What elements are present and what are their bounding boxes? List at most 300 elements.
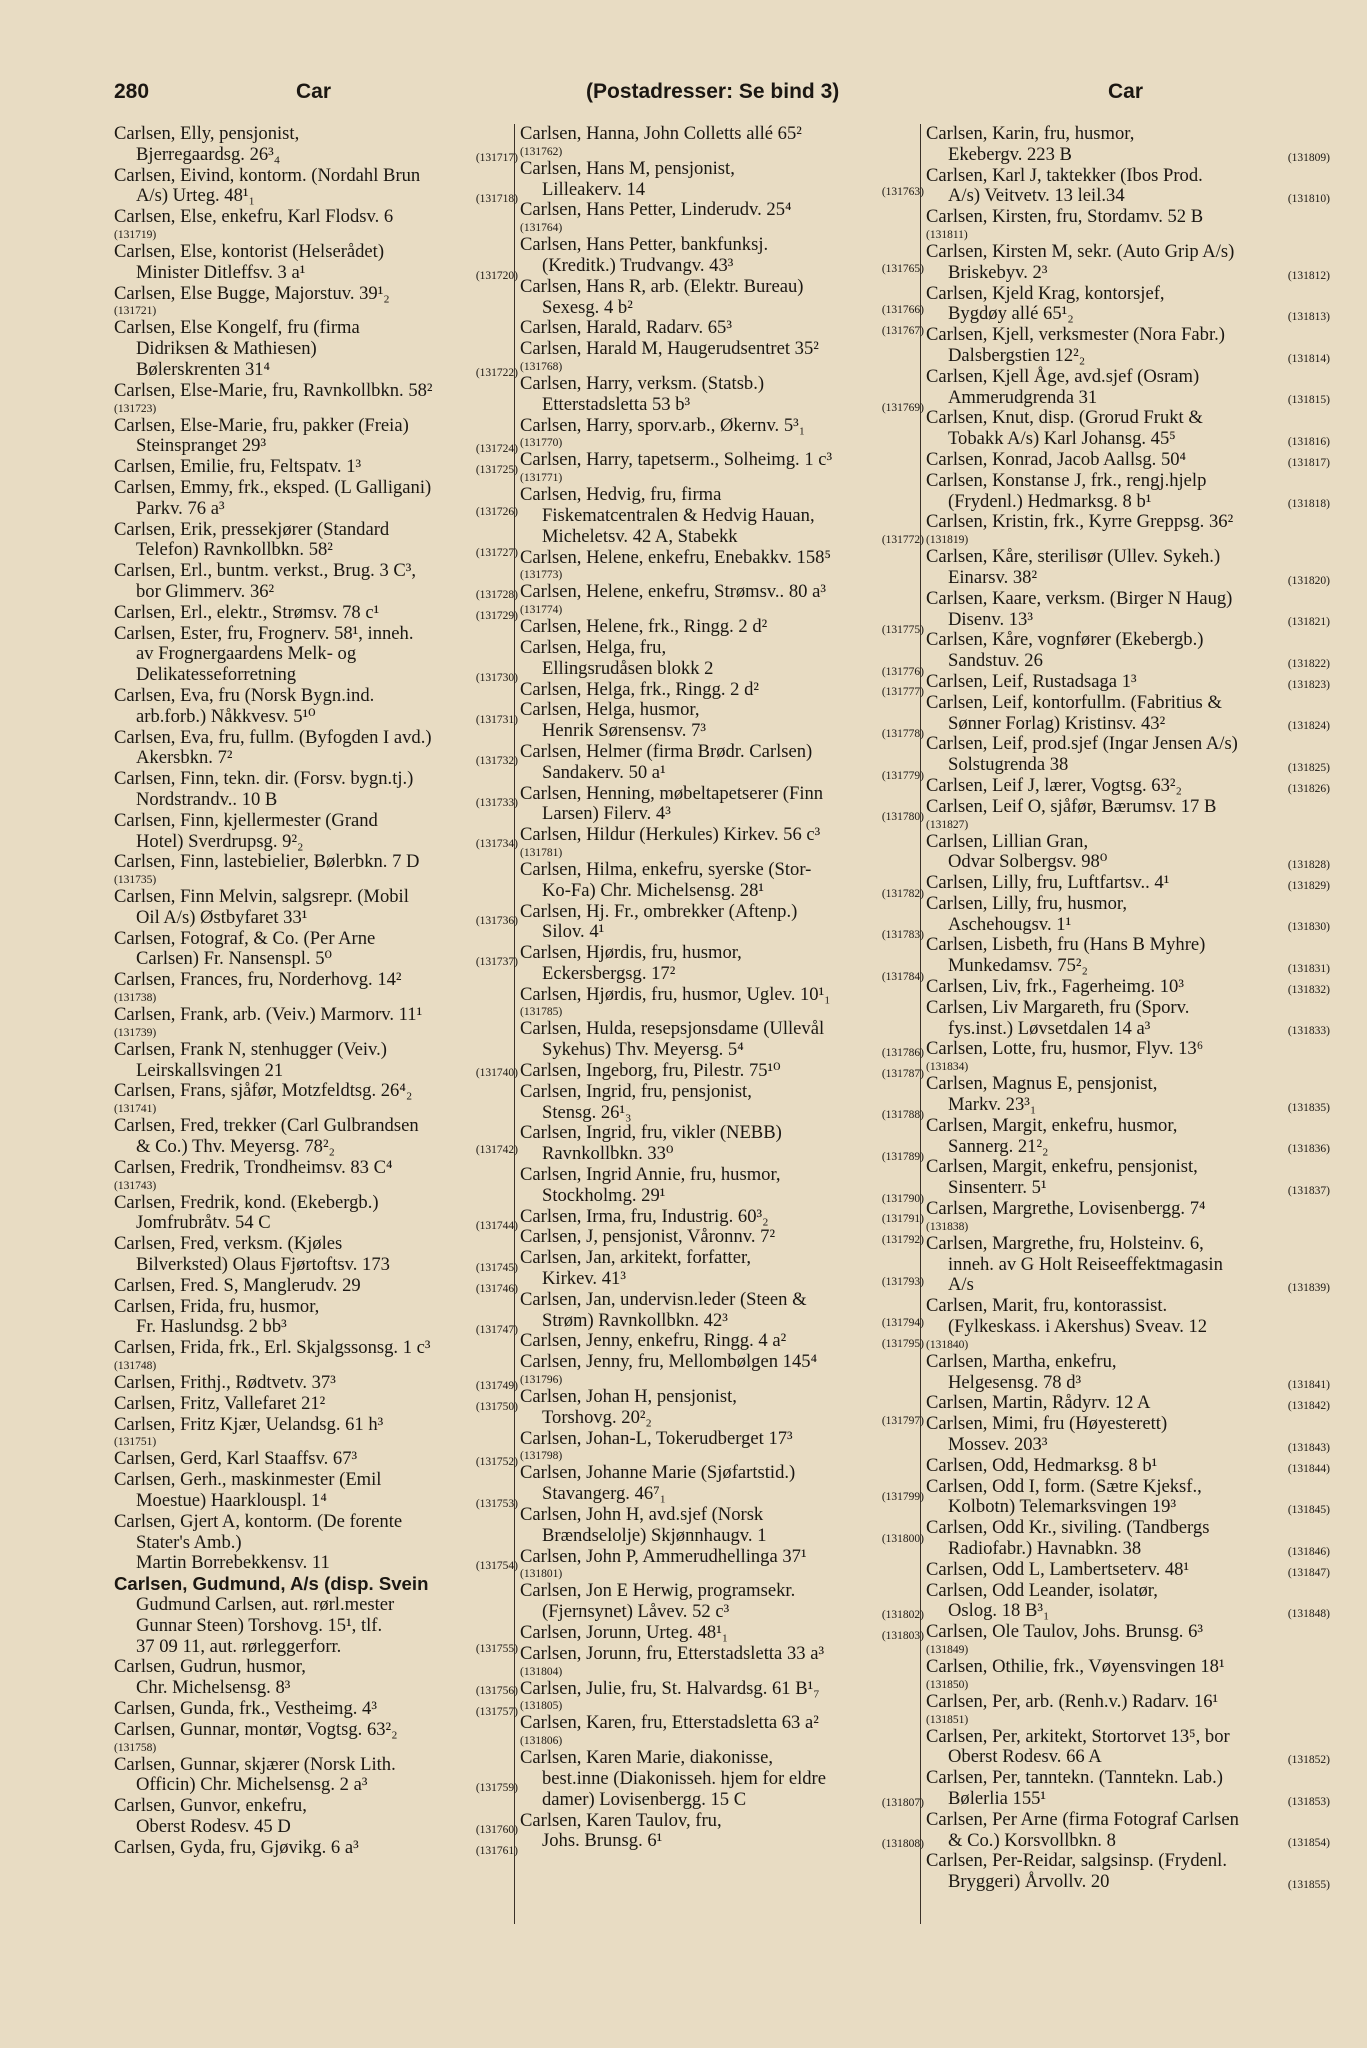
entry-address-line bbox=[114, 1775, 522, 1796]
entry-text: Eckersbergsg. 17² bbox=[542, 962, 676, 984]
directory-entry bbox=[520, 548, 928, 583]
entry-text: Carlsen, Elly, pensjonist, bbox=[114, 123, 300, 144]
entry-text: Carlsen, Gudmund, A/s (disp. Svein bbox=[114, 1573, 429, 1595]
entry-text: Carlsen, Konstanse J, frk., rengj.hjelp bbox=[926, 469, 1207, 491]
directory-entry bbox=[114, 1005, 522, 1040]
entry-id-number: (131839) bbox=[1287, 1282, 1330, 1295]
entry-id-number: (131733) bbox=[475, 796, 518, 809]
entry-text: Carlsen, Finn Melvin, salgsrepr. (Mobil bbox=[114, 886, 409, 908]
entry-name-line bbox=[926, 832, 1334, 853]
directory-entry bbox=[520, 1505, 928, 1547]
entry-name-line bbox=[926, 734, 1334, 755]
directory-entry bbox=[114, 1394, 522, 1415]
entry-text: Carlsen, Hj. Fr., ombrekker (Aftenp.) bbox=[520, 900, 798, 922]
entry-name-line bbox=[520, 1227, 928, 1248]
entry-text: Carlsen, Finn, lastebielier, Bølerbkn. 7 D bbox=[114, 851, 420, 873]
entry-name-line bbox=[520, 742, 928, 763]
entry-id-number: (131792) bbox=[881, 1234, 924, 1247]
entry-text: Carlsen, Eva, fru, fullm. (Byfogden I avd.) bbox=[114, 726, 432, 748]
directory-entry bbox=[926, 589, 1334, 631]
entry-text: Carlsen, Else, enkefru, Karl Flodsv. 6 bbox=[114, 206, 394, 228]
entry-text: Leirskallsvingen 21 bbox=[136, 1059, 284, 1081]
entry-text: Carlsen, Fredrik, kond. (Ekebergb.) bbox=[114, 1191, 379, 1213]
entry-name-line bbox=[926, 1157, 1334, 1178]
entry-text: Carlsen) Fr. Nansenspl. 5⁰ bbox=[136, 948, 332, 970]
entry-text: Carlsen, Konrad, Jacob Aallsg. 50⁴ bbox=[926, 448, 1187, 470]
entry-id-number: (131823) bbox=[1287, 678, 1330, 691]
entry-id-number: (131743) bbox=[114, 1179, 157, 1192]
entry-name-line bbox=[926, 672, 1334, 693]
entry-id-number: (131819) bbox=[926, 534, 969, 547]
directory-entry bbox=[114, 686, 522, 728]
entry-text: Carlsen, Gunnar, skjærer (Norsk Lith. bbox=[114, 1753, 396, 1775]
entry-address-line bbox=[926, 186, 1334, 207]
entry-id-number: (131832) bbox=[1287, 983, 1330, 996]
entry-id-number: (131842) bbox=[1287, 1400, 1330, 1413]
entry-name-line bbox=[520, 1290, 928, 1311]
entry-text: Carlsen, Hans Petter, Linderudv. 25⁴ bbox=[520, 199, 792, 221]
entry-id-number: (131780) bbox=[881, 811, 924, 824]
entry-address-line bbox=[926, 1255, 1334, 1276]
entry-name-line bbox=[926, 166, 1334, 187]
entry-text: Carlsen, Leif O, sjåfør, Bærumsv. 17 B bbox=[926, 795, 1217, 817]
directory-entry bbox=[114, 1373, 522, 1394]
entry-text: Radiofabr.) Havnabkn. 38 bbox=[948, 1538, 1142, 1559]
entry-name-line bbox=[114, 624, 522, 645]
entry-id-number: (131750) bbox=[475, 1400, 518, 1413]
entry-text: Carlsen, Jan, arkitekt, forfatter, bbox=[520, 1247, 752, 1269]
directory-entry bbox=[520, 1713, 928, 1748]
entry-text: Carlsen, Eva, fru (Norsk Bygn.ind. bbox=[114, 684, 375, 706]
directory-entry bbox=[114, 1158, 522, 1193]
directory-entry bbox=[520, 450, 928, 485]
entry-text: Ellingsrudåsen blokk 2 bbox=[542, 657, 714, 679]
entry-name-line bbox=[520, 1581, 928, 1602]
entry-id-number: (131848) bbox=[1287, 1608, 1330, 1621]
directory-entry bbox=[926, 367, 1334, 409]
entry-name-line bbox=[926, 1768, 1334, 1789]
entry-name-line bbox=[926, 776, 1334, 797]
directory-entry bbox=[926, 734, 1334, 776]
directory-entry bbox=[520, 902, 928, 944]
entry-text: Carlsen, Kjell Åge, avd.sjef (Osram) bbox=[926, 365, 1200, 387]
directory-entry bbox=[926, 450, 1334, 471]
entry-name-line bbox=[520, 450, 928, 471]
directory-entry bbox=[926, 776, 1334, 797]
entry-id-number: (131722) bbox=[475, 366, 518, 379]
entry-name-line bbox=[926, 1657, 1334, 1678]
entry-text: fys.inst.) Løvsetdalen 14 a³ bbox=[948, 1017, 1151, 1039]
entry-id-number: (131809) bbox=[1287, 151, 1330, 164]
entry-address-line bbox=[520, 1144, 928, 1165]
entry-id-number: (131719) bbox=[114, 228, 157, 241]
entry-name-line bbox=[520, 860, 928, 881]
entry-text: Carlsen, Helene, frk., Ringg. 2 d² bbox=[520, 616, 768, 638]
entry-name-line bbox=[520, 1248, 928, 1269]
entry-address-line bbox=[520, 1484, 928, 1505]
entry-address-line bbox=[520, 763, 928, 784]
entry-address-line bbox=[520, 395, 928, 416]
entry-address-line bbox=[520, 1269, 928, 1290]
left-keyword: Car bbox=[296, 80, 332, 103]
entry-address-line bbox=[926, 1831, 1334, 1852]
entry-text: Carlsen, John H, avd.sjef (Norsk bbox=[520, 1504, 764, 1526]
directory-entry bbox=[926, 1560, 1334, 1581]
entry-text: Carlsen, Kirsten, fru, Stordamv. 52 B bbox=[926, 206, 1204, 228]
entry-name-line bbox=[520, 1082, 928, 1103]
entry-id-number: (131779) bbox=[881, 769, 924, 782]
entry-text: Carlsen, Per-Reidar, salgsinsp. (Frydenl. bbox=[926, 1850, 1227, 1872]
entry-name-line bbox=[926, 450, 1334, 471]
entry-name-line bbox=[926, 589, 1334, 610]
entry-text: Jomfrubråtv. 54 C bbox=[136, 1212, 271, 1234]
entry-text: Parkv. 76 a³ bbox=[136, 497, 225, 519]
entry-text: Carlsen, Hans Petter, bankfunksj. bbox=[520, 234, 769, 256]
entry-id-number: (131725) bbox=[475, 463, 518, 476]
directory-entry bbox=[520, 985, 928, 1020]
directory-entry bbox=[114, 381, 522, 416]
entry-name-line bbox=[114, 166, 522, 187]
entry-name-line bbox=[520, 1123, 928, 1144]
directory-entry bbox=[520, 825, 928, 860]
entry-text: Bilverksted) Olaus Fjørtoftsv. 173 bbox=[136, 1254, 390, 1276]
entry-text: A/s bbox=[948, 1274, 974, 1296]
entry-id-number: (131850) bbox=[926, 1678, 969, 1691]
entry-name-line bbox=[114, 686, 522, 707]
entry-id-number: (131847) bbox=[1287, 1566, 1330, 1579]
entry-name-line bbox=[114, 603, 522, 624]
entry-name-line bbox=[114, 852, 522, 873]
entry-id-number: (131784) bbox=[881, 970, 924, 983]
entry-text: Carlsen, Ole Taulov, Johs. Brunsg. 6³ bbox=[926, 1621, 1203, 1643]
entry-name-line bbox=[520, 1713, 928, 1734]
entry-text: Carlsen, Margit, enkefru, pensjonist, bbox=[926, 1156, 1198, 1178]
directory-entry bbox=[926, 998, 1334, 1040]
entry-text: Carlsen, J, pensjonist, Våronnv. 7² bbox=[520, 1226, 776, 1248]
entry-text: Lilleakerv. 14 bbox=[542, 178, 646, 200]
directory-entry bbox=[520, 1387, 928, 1429]
entry-address-line bbox=[114, 1595, 522, 1616]
entry-id-number: (131831) bbox=[1287, 963, 1330, 976]
entry-text: Carlsen, Erik, pressekjører (Standard bbox=[114, 518, 390, 540]
entry-text: Stockholmg. 29¹ bbox=[542, 1184, 666, 1206]
entry-name-line bbox=[926, 512, 1334, 533]
directory-entry bbox=[520, 339, 928, 374]
entry-address-line bbox=[926, 1178, 1334, 1199]
entry-address-line bbox=[520, 506, 928, 527]
entry-id-number: (131767) bbox=[881, 325, 924, 338]
entry-id-number: (131798) bbox=[520, 1450, 563, 1463]
entry-id-number: (131834) bbox=[926, 1061, 969, 1074]
directory-entry bbox=[114, 457, 522, 478]
directory-entry bbox=[520, 277, 928, 319]
entry-text: Carlsen, Ingrid, fru, pensjonist, bbox=[520, 1080, 752, 1102]
entry-id-number: (131773) bbox=[520, 569, 563, 582]
entry-name-line bbox=[520, 985, 928, 1006]
entry-id-number: (131741) bbox=[114, 1103, 157, 1116]
directory-entry bbox=[114, 1574, 522, 1657]
entry-id-number: (131735) bbox=[114, 874, 157, 887]
directory-entry bbox=[114, 1234, 522, 1276]
entry-id-number: (131749) bbox=[475, 1379, 518, 1392]
directory-entry bbox=[926, 1851, 1334, 1893]
entry-text: Carlsen, Else-Marie, fru, pakker (Freia) bbox=[114, 414, 409, 436]
entry-name-line bbox=[926, 873, 1334, 894]
directory-entry bbox=[114, 1081, 522, 1116]
directory-entry bbox=[114, 970, 522, 1005]
entry-address-line bbox=[114, 707, 522, 728]
entry-id-number: (131854) bbox=[1287, 1837, 1330, 1850]
entry-text: (Kreditk.) Trudvangv. 43³ bbox=[542, 254, 734, 276]
entry-address-line bbox=[926, 1789, 1334, 1810]
entry-text: Carlsen, Else Kongelf, fru (firma bbox=[114, 317, 360, 339]
entry-name-line bbox=[520, 1061, 928, 1082]
entry-text: Carlsen, Ingrid Annie, fru, husmor, bbox=[520, 1164, 781, 1186]
entry-name-line bbox=[926, 1074, 1334, 1095]
entry-address-line bbox=[520, 922, 928, 943]
entry-text: Carlsen, Leif, Rustadsaga 1³ bbox=[926, 670, 1137, 692]
directory-entry bbox=[520, 1290, 928, 1332]
directory-entry bbox=[114, 1838, 522, 1859]
entry-name-line bbox=[926, 1393, 1334, 1414]
entry-id-number: (131829) bbox=[1287, 879, 1330, 892]
entry-name-line bbox=[520, 1387, 928, 1408]
entry-address-line bbox=[926, 492, 1334, 513]
directory-entry bbox=[520, 1227, 928, 1248]
entry-id-number: (131756) bbox=[475, 1684, 518, 1697]
entry-text: Carlsen, Johan-L, Tokerudberget 17³ bbox=[520, 1427, 793, 1449]
entry-text: Carlsen, Hjørdis, fru, husmor, bbox=[520, 942, 742, 964]
entry-name-line bbox=[114, 970, 522, 991]
entry-address-line bbox=[520, 1769, 928, 1790]
entry-text: Carlsen, Johan H, pensjonist, bbox=[520, 1386, 737, 1408]
entry-text: Carlsen, Lotte, fru, husmor, Flyv. 13⁶ bbox=[926, 1038, 1204, 1060]
entry-name-line bbox=[114, 520, 522, 541]
entry-id-number: (131740) bbox=[475, 1067, 518, 1080]
entry-text: Carlsen, Karl J, taktekker (Ibos Prod. bbox=[926, 164, 1203, 186]
entry-address-line bbox=[114, 1317, 522, 1338]
entry-name-line bbox=[520, 235, 928, 256]
directory-entry bbox=[114, 1116, 522, 1158]
entry-address-line bbox=[114, 360, 522, 381]
entry-text: Carlsen, Johanne Marie (Sjøfartstid.) bbox=[520, 1462, 796, 1484]
entry-text: Ravnkollbkn. 33⁰ bbox=[542, 1143, 674, 1165]
entry-text: Gunnar Steen) Torshovg. 15¹, tlf. bbox=[136, 1614, 383, 1636]
entry-name-line bbox=[520, 582, 928, 603]
entry-text: Bryggeri) Årvollv. 20 bbox=[948, 1871, 1110, 1893]
entry-name-line bbox=[114, 887, 522, 908]
entry-id-number: (131845) bbox=[1287, 1504, 1330, 1517]
directory-entry bbox=[520, 1811, 928, 1853]
entry-id-number: (131724) bbox=[475, 443, 518, 456]
entry-name-line bbox=[520, 339, 928, 360]
entry-name-line bbox=[926, 797, 1334, 818]
entry-id-number: (131754) bbox=[475, 1560, 518, 1573]
entry-text: Carlsen, Finn, kjellermester (Grand bbox=[114, 809, 378, 831]
entry-id-number: (131804) bbox=[520, 1665, 563, 1678]
entry-name-line bbox=[926, 894, 1334, 915]
entry-name-line bbox=[114, 416, 522, 437]
entry-name-line bbox=[520, 1429, 928, 1450]
entry-address-line bbox=[926, 1497, 1334, 1518]
entry-name-line bbox=[114, 1394, 522, 1415]
directory-entry bbox=[926, 124, 1334, 166]
entry-id-number: (131853) bbox=[1287, 1795, 1330, 1808]
entry-address-line bbox=[926, 651, 1334, 672]
entry-name-line bbox=[520, 1679, 928, 1700]
directory-entry bbox=[520, 1644, 928, 1679]
entry-name-line bbox=[926, 124, 1334, 145]
entry-name-line bbox=[520, 374, 928, 395]
directory-entry bbox=[114, 769, 522, 811]
entry-address-line bbox=[520, 1790, 928, 1811]
entry-text: Silov. 4¹ bbox=[542, 921, 605, 943]
entry-text: Carlsen, Per, arb. (Renh.v.) Radarv. 16¹ bbox=[926, 1690, 1219, 1712]
entry-id-number: (131718) bbox=[475, 193, 518, 206]
entry-text: Carlsen, Odd Leander, isolatør, bbox=[926, 1579, 1158, 1601]
entry-address-line bbox=[926, 852, 1334, 873]
entry-text: Carlsen, Gerd, Karl Staaffsv. 67³ bbox=[114, 1448, 358, 1470]
directory-entry bbox=[520, 485, 928, 547]
entry-address-line bbox=[114, 1553, 522, 1574]
entry-text: Carlsen, Gunda, frk., Vestheimg. 4³ bbox=[114, 1697, 377, 1719]
entry-id-number: (131758) bbox=[114, 1741, 157, 1754]
entry-name-line bbox=[520, 548, 928, 569]
entry-address-line bbox=[114, 186, 522, 207]
entry-text: Strøm) Ravnkollbkn. 42³ bbox=[542, 1309, 728, 1331]
entry-id-number: (131807) bbox=[881, 1796, 924, 1809]
directory-entry bbox=[114, 1755, 522, 1797]
directory-entry bbox=[520, 1331, 928, 1352]
entry-name-line bbox=[114, 1116, 522, 1137]
entry-address-line bbox=[926, 429, 1334, 450]
entry-id-number: (131837) bbox=[1287, 1185, 1330, 1198]
entry-id-number: (131796) bbox=[520, 1374, 563, 1387]
entry-id-number: (131757) bbox=[475, 1705, 518, 1718]
entry-text: Carlsen, Margrethe, Lovisenbergg. 7⁴ bbox=[926, 1198, 1206, 1220]
entry-address-line bbox=[114, 499, 522, 520]
entry-name-line bbox=[926, 630, 1334, 651]
entry-text: Carlsen, Kåre, sterilisør (Ullev. Sykeh.) bbox=[926, 546, 1221, 568]
entry-text: Carlsen, Frank, arb. (Veiv.) Marmorv. 11¹ bbox=[114, 1004, 423, 1026]
entry-id-number: (131776) bbox=[881, 665, 924, 678]
entry-text: Carlsen, Helmer (firma Brødr. Carlsen) bbox=[520, 740, 813, 762]
entry-id-number: (131782) bbox=[881, 887, 924, 900]
entry-text: bor Glimmerv. 36² bbox=[136, 580, 275, 602]
entry-text: Carlsen, Magnus E, pensjonist, bbox=[926, 1073, 1158, 1095]
entry-name-line bbox=[114, 1040, 522, 1061]
entry-id-number: (131752) bbox=[475, 1456, 518, 1469]
entry-id-number: (131788) bbox=[881, 1109, 924, 1122]
entry-name-line bbox=[114, 1574, 522, 1595]
entry-address-line bbox=[926, 755, 1334, 776]
entry-name-line bbox=[520, 485, 928, 506]
entry-address-line bbox=[926, 1317, 1334, 1338]
entry-name-line bbox=[114, 1193, 522, 1214]
entry-name-line bbox=[114, 1234, 522, 1255]
entry-text: Carlsen, Frans, sjåfør, Motzfeldtsg. 26⁴₂ bbox=[114, 1080, 413, 1102]
directory-entry bbox=[114, 887, 522, 929]
entry-name-line bbox=[114, 1373, 522, 1394]
entry-name-line bbox=[520, 638, 928, 659]
entry-id-number: (131730) bbox=[475, 671, 518, 684]
directory-entry bbox=[926, 1657, 1334, 1692]
directory-entry bbox=[926, 1157, 1334, 1199]
entry-text: Carlsen, Frances, fru, Norderhovg. 14² bbox=[114, 969, 402, 991]
entry-id-number: (131763) bbox=[881, 186, 924, 199]
entry-text: Odvar Solbergsv. 98⁰ bbox=[948, 851, 1108, 873]
entry-id-number: (131849) bbox=[926, 1643, 969, 1656]
entry-text: Carlsen, Leif, kontorfullm. (Fabritius & bbox=[926, 691, 1222, 713]
directory-entry bbox=[520, 235, 928, 277]
entry-name-line bbox=[114, 478, 522, 499]
entry-id-number: (131805) bbox=[520, 1700, 563, 1713]
directory-entry bbox=[114, 728, 522, 770]
directory-entry bbox=[114, 929, 522, 971]
entry-text: Carlsen, Kaare, verksm. (Birger N Haug) bbox=[926, 587, 1233, 609]
entry-address-line bbox=[114, 540, 522, 561]
entry-text: Sykehus) Thv. Meyersg. 5⁴ bbox=[542, 1039, 744, 1061]
entry-name-line bbox=[520, 680, 928, 701]
directory-entry bbox=[520, 318, 928, 339]
entry-text: Carlsen, Harry, tapetserm., Solheimg. 1 c³ bbox=[520, 449, 833, 471]
entry-name-line bbox=[926, 1727, 1334, 1748]
entry-text: Carlsen, Odd I, form. (Sætre Kjeksf., bbox=[926, 1475, 1202, 1497]
entry-name-line bbox=[520, 124, 928, 145]
entry-text: Carlsen, Per, arkitekt, Stortorvet 13⁵, bor bbox=[926, 1725, 1230, 1747]
entry-address-line bbox=[926, 388, 1334, 409]
directory-entry bbox=[926, 1692, 1334, 1727]
entry-text: Bølerlia 155¹ bbox=[948, 1787, 1047, 1809]
entry-text: Ammerudgrenda 31 bbox=[948, 386, 1098, 408]
directory-entry bbox=[520, 1352, 928, 1387]
entry-id-number: (131717) bbox=[475, 151, 518, 164]
entry-text: Disenv. 13³ bbox=[948, 608, 1033, 630]
entry-name-line bbox=[114, 1512, 522, 1533]
entry-text: Henrik Sørensensv. 7³ bbox=[542, 720, 706, 742]
entry-name-line bbox=[114, 1081, 522, 1102]
entry-id-number: (131851) bbox=[926, 1713, 969, 1726]
directory-entry bbox=[114, 1796, 522, 1838]
entry-text: Carlsen, Kåre, vognfører (Ekebergb.) bbox=[926, 629, 1204, 651]
entry-id-number: (131799) bbox=[881, 1491, 924, 1504]
entry-text: (Fjernsynet) Låvev. 52 c³ bbox=[542, 1601, 730, 1623]
entry-text: best.inne (Diakonisseh. hjem for eldre bbox=[542, 1767, 826, 1789]
entry-address-line bbox=[114, 908, 522, 929]
directory-entry bbox=[520, 680, 928, 701]
entry-text: Carlsen, Helene, enkefru, Strømsv.. 80 a³ bbox=[520, 581, 826, 603]
entry-text: Carlsen, Liv Margareth, fru (Sporv. bbox=[926, 996, 1190, 1018]
directory-entry bbox=[926, 242, 1334, 284]
entry-address-line bbox=[926, 1095, 1334, 1116]
entry-address-line bbox=[114, 790, 522, 811]
directory-entry bbox=[926, 693, 1334, 735]
directory-entry bbox=[926, 832, 1334, 874]
entry-text: Carlsen, Harry, verksm. (Statsb.) bbox=[520, 372, 765, 394]
entry-address-line bbox=[926, 915, 1334, 936]
entry-text: Carlsen, Frithj., Rødtvetv. 37³ bbox=[114, 1372, 336, 1394]
directory-entry bbox=[114, 1449, 522, 1470]
entry-id-number: (131828) bbox=[1287, 859, 1330, 872]
entry-id-number: (131769) bbox=[881, 401, 924, 414]
entry-text: Carlsen, Margit, enkefru, husmor, bbox=[926, 1114, 1178, 1136]
entry-name-line bbox=[926, 1477, 1334, 1498]
directory-entry bbox=[926, 873, 1334, 894]
directory-entry bbox=[520, 1623, 928, 1644]
entry-id-number: (131800) bbox=[881, 1532, 924, 1545]
header-note: (Postadresser: Se bind 3) bbox=[586, 80, 840, 103]
entry-text: Carlsen, Margrethe, fru, Holsteinv. 6, bbox=[926, 1232, 1204, 1254]
